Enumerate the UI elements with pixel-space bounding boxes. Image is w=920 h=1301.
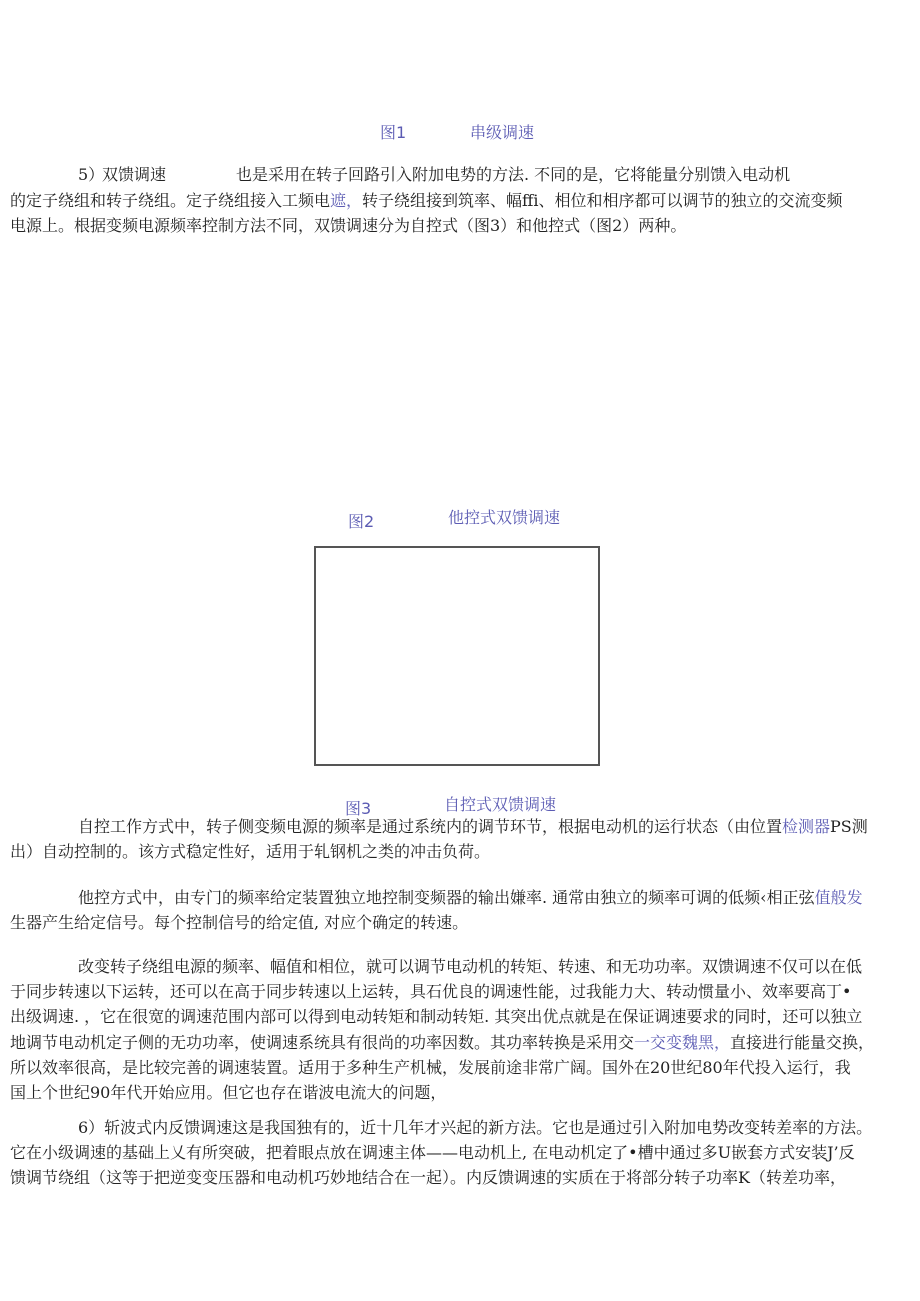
section-5-line-2-a: 的定子绕组和转子绕组。定子绕组接入工频电 xyxy=(10,191,331,210)
section-5-line-1: 也是采用在转子回路引入附加电势的方法. 不同的是，它将能量分别馈入电动机 xyxy=(236,165,791,184)
section-5-line-3: 电源上。根据变频电源频率控制方法不同，双馈调速分为自控式（图3）和他控式（图2）两种。 xyxy=(10,216,687,235)
figure-1-title: 串级调速 xyxy=(470,123,535,142)
figure-2-number: 图2 xyxy=(348,512,375,531)
self-control-line-1-a: 自控工作方式中，转子侧变频电源的频率是通过系统内的调节环节，根据电动机的运行状态（由位置 xyxy=(78,817,783,836)
rotor-winding-line-1: 改变转子绕组电源的频率、幅值和相位，就可以调节电动机的转矩、转速、和无功功率。双馈调速不仅可以在低 xyxy=(78,957,863,976)
section-6-line-2: 它在小级调速的基础上乂有所突破，把着眼点放在调速主体——电动机上, 在电动机定了•槽中通过多U嵌套方式安装J’反 xyxy=(10,1143,855,1162)
rotor-winding-line-4-blue: 一交变魏黑， xyxy=(634,1033,731,1052)
other-control-line-1-blue: 值般发 xyxy=(814,888,863,907)
figure-image-frame xyxy=(314,546,600,766)
section-5-number: 5） xyxy=(78,165,105,184)
self-control-line-1-blue: 检测器 xyxy=(782,817,831,836)
section-6-line-3: 馈调节绕组（这等于把逆变变压器和电动机巧妙地结合在一起）。内反馈调速的实质在于将部分转子功率K（转差功率， xyxy=(10,1168,846,1187)
other-control-line-1 xyxy=(78,888,863,908)
rotor-winding-line-4-b: 直接进行能量交换， xyxy=(730,1033,875,1052)
figure-3-title: 自控式双馈调速 xyxy=(444,795,557,814)
figure-2-title: 他控式双馈调速 xyxy=(448,508,561,527)
self-control-line-2: 出）自动控制的。该方式稳定性好，适用于轧钢机之类的冲击负荷。 xyxy=(10,842,491,861)
section-5-line-2 xyxy=(10,191,843,211)
self-control-line-1-b: PS测 xyxy=(830,817,868,836)
other-control-line-1-a: 他控方式中，由专门的频率给定装置独立地控制变频器的输出嫌率. 通常由独立的频率可调的低频‹相正弦 xyxy=(78,888,815,907)
section-5-heading: 双馈调速 xyxy=(102,165,167,184)
rotor-winding-line-6: 国上个世纪90年代开始应用。但它也存在谐波电流大的问题， xyxy=(10,1083,447,1102)
rotor-winding-line-4 xyxy=(10,1033,874,1053)
rotor-winding-line-3: 出级调速. ，它在很宽的调速范围内部可以得到电动转矩和制动转矩. 其突出优点就是在保证调速要求的同时，还可以独立 xyxy=(10,1007,863,1026)
self-control-line-1 xyxy=(78,817,868,837)
section-5-line-2-b: 转子绕组接到筑率、幅ffi、相位和相序都可以调节的独立的交流变频 xyxy=(362,191,843,210)
figure-1-number: 图1 xyxy=(380,123,407,142)
rotor-winding-line-4-a: 地调节电动机定子侧的无功功率，使调速系统具有很尚的功率因数。其功率转换是采用交 xyxy=(10,1033,635,1052)
rotor-winding-line-2: 于同步转速以下运转，还可以在高于同步转速以上运转，具石优良的调速性能，过我能力大、转动惯量小、效率要高丁• xyxy=(10,982,852,1001)
section-5-line-2-blue: 遮， xyxy=(330,191,363,210)
figure-3-number: 图3 xyxy=(345,799,372,818)
section-6-line-1: 6）斩波式内反馈调速这是我国独有的，近十几年才兴起的新方法。它也是通过引入附加电势改变转差率的方法。 xyxy=(78,1118,873,1137)
other-control-line-2: 生器产生给定信号。每个控制信号的给定值, 对应个确定的转速。 xyxy=(10,913,469,932)
rotor-winding-line-5: 所以效率很高，是比较完善的调速装置。适用于多种生产机械，发展前途非常广阔。国外在20世纪80年代投入运行，我 xyxy=(10,1058,851,1077)
